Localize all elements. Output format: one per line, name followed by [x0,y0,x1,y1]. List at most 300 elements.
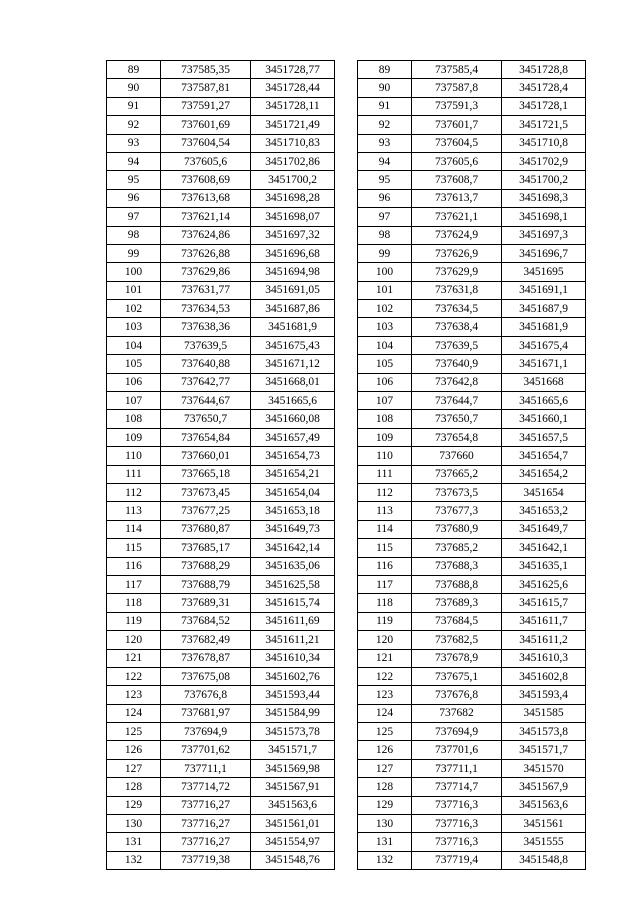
x-coordinate-cell: 737680,9 [412,520,502,538]
y-coordinate-cell: 3451554,97 [251,833,335,851]
table-row [358,612,586,630]
table-row [358,189,586,207]
point-number-cell: 96 [107,189,161,207]
x-coordinate-cell: 737681,97 [161,704,251,722]
x-coordinate-cell: 737675,08 [161,667,251,685]
point-number-cell: 132 [358,851,412,869]
table-row [358,723,586,741]
y-coordinate-cell: 3451555 [502,833,586,851]
point-number-cell: 106 [107,373,161,391]
x-coordinate-cell: 737682 [412,704,502,722]
table-row [358,483,586,501]
x-coordinate-cell: 737587,81 [161,79,251,97]
y-coordinate-cell: 3451657,49 [251,428,335,446]
point-number-cell: 102 [358,300,412,318]
x-coordinate-cell: 737701,6 [412,741,502,759]
table-row [358,410,586,428]
x-coordinate-cell: 737644,7 [412,392,502,410]
y-coordinate-cell: 3451611,7 [502,612,586,630]
point-number-cell: 92 [107,116,161,134]
y-coordinate-cell: 3451563,6 [502,796,586,814]
x-coordinate-cell: 737719,38 [161,851,251,869]
x-coordinate-cell: 737682,5 [412,631,502,649]
x-coordinate-cell: 737626,88 [161,244,251,262]
table-row [358,61,586,79]
y-coordinate-cell: 3451700,2 [251,171,335,189]
point-number-cell: 110 [107,447,161,465]
coordinates-table-left-body [107,61,335,870]
x-coordinate-cell: 737716,3 [412,833,502,851]
x-coordinate-cell: 737688,29 [161,557,251,575]
table-row [358,815,586,833]
point-number-cell: 92 [358,116,412,134]
x-coordinate-cell: 737714,72 [161,778,251,796]
x-coordinate-cell: 737591,3 [412,97,502,115]
point-number-cell: 116 [107,557,161,575]
y-coordinate-cell: 3451665,6 [251,392,335,410]
table-row [358,392,586,410]
y-coordinate-cell: 3451675,4 [502,336,586,354]
x-coordinate-cell: 737682,49 [161,631,251,649]
table-row [107,428,335,446]
table-row [358,428,586,446]
x-coordinate-cell: 737677,25 [161,502,251,520]
point-number-cell: 99 [358,244,412,262]
x-coordinate-cell: 737587,8 [412,79,502,97]
point-number-cell: 131 [107,833,161,851]
x-coordinate-cell: 737621,1 [412,208,502,226]
table-row [358,631,586,649]
x-coordinate-cell: 737650,7 [161,410,251,428]
table-row [107,134,335,152]
y-coordinate-cell: 3451573,78 [251,723,335,741]
point-number-cell: 107 [107,392,161,410]
y-coordinate-cell: 3451615,7 [502,594,586,612]
point-number-cell: 97 [107,208,161,226]
x-coordinate-cell: 737716,27 [161,796,251,814]
point-number-cell: 106 [358,373,412,391]
table-row [107,539,335,557]
table-row [358,171,586,189]
table-row [107,502,335,520]
table-row [358,134,586,152]
y-coordinate-cell: 3451668,01 [251,373,335,391]
point-number-cell: 113 [358,502,412,520]
point-number-cell: 131 [358,833,412,851]
y-coordinate-cell: 3451710,83 [251,134,335,152]
point-number-cell: 91 [358,97,412,115]
table-row [358,336,586,354]
point-number-cell: 117 [107,575,161,593]
point-number-cell: 109 [107,428,161,446]
x-coordinate-cell: 737591,27 [161,97,251,115]
point-number-cell: 116 [358,557,412,575]
point-number-cell: 120 [107,631,161,649]
table-row [358,318,586,336]
point-number-cell: 125 [107,723,161,741]
point-number-cell: 112 [107,483,161,501]
y-coordinate-cell: 3451687,86 [251,300,335,318]
point-number-cell: 95 [107,171,161,189]
y-coordinate-cell: 3451573,8 [502,723,586,741]
table-row [358,502,586,520]
y-coordinate-cell: 3451548,8 [502,851,586,869]
y-coordinate-cell: 3451610,3 [502,649,586,667]
x-coordinate-cell: 737604,54 [161,134,251,152]
point-number-cell: 90 [107,79,161,97]
point-number-cell: 121 [107,649,161,667]
x-coordinate-cell: 737604,5 [412,134,502,152]
point-number-cell: 123 [107,686,161,704]
point-number-cell: 89 [358,61,412,79]
x-coordinate-cell: 737680,87 [161,520,251,538]
point-number-cell: 117 [358,575,412,593]
y-coordinate-cell: 3451671,1 [502,355,586,373]
y-coordinate-cell: 3451728,8 [502,61,586,79]
x-coordinate-cell: 737714,7 [412,778,502,796]
x-coordinate-cell: 737678,87 [161,649,251,667]
y-coordinate-cell: 3451611,2 [502,631,586,649]
point-number-cell: 95 [358,171,412,189]
x-coordinate-cell: 737624,86 [161,226,251,244]
coordinates-table-right [357,60,586,870]
y-coordinate-cell: 3451728,1 [502,97,586,115]
point-number-cell: 101 [358,281,412,299]
x-coordinate-cell: 737716,3 [412,796,502,814]
table-row [107,318,335,336]
x-coordinate-cell: 737676,8 [161,686,251,704]
table-row [358,704,586,722]
x-coordinate-cell: 737676,8 [412,686,502,704]
point-number-cell: 103 [358,318,412,336]
y-coordinate-cell: 3451657,5 [502,428,586,446]
point-number-cell: 114 [358,520,412,538]
table-row [107,79,335,97]
table-row [358,97,586,115]
table-row [358,520,586,538]
table-row [358,355,586,373]
y-coordinate-cell: 3451567,91 [251,778,335,796]
x-coordinate-cell: 737694,9 [412,723,502,741]
y-coordinate-cell: 3451728,44 [251,79,335,97]
point-number-cell: 121 [358,649,412,667]
y-coordinate-cell: 3451728,4 [502,79,586,97]
point-number-cell: 104 [358,336,412,354]
y-coordinate-cell: 3451654 [502,483,586,501]
y-coordinate-cell: 3451635,1 [502,557,586,575]
x-coordinate-cell: 737660 [412,447,502,465]
table-row [358,208,586,226]
point-number-cell: 104 [107,336,161,354]
table-row [358,686,586,704]
x-coordinate-cell: 737665,2 [412,465,502,483]
table-row [358,373,586,391]
y-coordinate-cell: 3451625,58 [251,575,335,593]
x-coordinate-cell: 737678,9 [412,649,502,667]
point-number-cell: 128 [358,778,412,796]
y-coordinate-cell: 3451611,21 [251,631,335,649]
point-number-cell: 115 [358,539,412,557]
point-number-cell: 108 [107,410,161,428]
point-number-cell: 108 [358,410,412,428]
table-row [107,447,335,465]
y-coordinate-cell: 3451567,9 [502,778,586,796]
table-row [358,244,586,262]
table-row [358,557,586,575]
x-coordinate-cell: 737585,4 [412,61,502,79]
y-coordinate-cell: 3451668 [502,373,586,391]
point-number-cell: 124 [358,704,412,722]
y-coordinate-cell: 3451660,1 [502,410,586,428]
table-row [358,539,586,557]
x-coordinate-cell: 737716,27 [161,833,251,851]
table-row [358,649,586,667]
x-coordinate-cell: 737677,3 [412,502,502,520]
point-number-cell: 94 [358,152,412,170]
point-number-cell: 127 [358,759,412,777]
point-number-cell: 126 [107,741,161,759]
point-number-cell: 105 [107,355,161,373]
table-row [107,244,335,262]
y-coordinate-cell: 3451687,9 [502,300,586,318]
y-coordinate-cell: 3451698,07 [251,208,335,226]
x-coordinate-cell: 737629,86 [161,263,251,281]
table-row [107,392,335,410]
y-coordinate-cell: 3451569,98 [251,759,335,777]
y-coordinate-cell: 3451571,7 [502,741,586,759]
y-coordinate-cell: 3451702,9 [502,152,586,170]
x-coordinate-cell: 737631,8 [412,281,502,299]
coordinates-table-right-body [358,61,586,870]
table-row [107,649,335,667]
table-row [107,520,335,538]
x-coordinate-cell: 737642,8 [412,373,502,391]
x-coordinate-cell: 737638,36 [161,318,251,336]
point-number-cell: 93 [358,134,412,152]
y-coordinate-cell: 3451561,01 [251,815,335,833]
x-coordinate-cell: 737605,6 [161,152,251,170]
table-row [358,79,586,97]
point-number-cell: 111 [358,465,412,483]
x-coordinate-cell: 737605,6 [412,152,502,170]
y-coordinate-cell: 3451611,69 [251,612,335,630]
x-coordinate-cell: 737689,3 [412,594,502,612]
table-row [107,612,335,630]
y-coordinate-cell: 3451696,68 [251,244,335,262]
x-coordinate-cell: 737684,5 [412,612,502,630]
x-coordinate-cell: 737711,1 [412,759,502,777]
y-coordinate-cell: 3451696,7 [502,244,586,262]
y-coordinate-cell: 3451675,43 [251,336,335,354]
point-number-cell: 90 [358,79,412,97]
table-row [107,704,335,722]
y-coordinate-cell: 3451665,6 [502,392,586,410]
x-coordinate-cell: 737634,53 [161,300,251,318]
table-row [107,686,335,704]
y-coordinate-cell: 3451602,8 [502,667,586,685]
y-coordinate-cell: 3451697,32 [251,226,335,244]
y-coordinate-cell: 3451593,44 [251,686,335,704]
y-coordinate-cell: 3451660,08 [251,410,335,428]
y-coordinate-cell: 3451654,21 [251,465,335,483]
x-coordinate-cell: 737684,52 [161,612,251,630]
point-number-cell: 118 [107,594,161,612]
point-number-cell: 93 [107,134,161,152]
point-number-cell: 123 [358,686,412,704]
x-coordinate-cell: 737660,01 [161,447,251,465]
table-row [358,263,586,281]
x-coordinate-cell: 737640,9 [412,355,502,373]
y-coordinate-cell: 3451654,2 [502,465,586,483]
y-coordinate-cell: 3451698,1 [502,208,586,226]
y-coordinate-cell: 3451563,6 [251,796,335,814]
y-coordinate-cell: 3451602,76 [251,667,335,685]
y-coordinate-cell: 3451710,8 [502,134,586,152]
point-number-cell: 119 [107,612,161,630]
point-number-cell: 109 [358,428,412,446]
y-coordinate-cell: 3451695 [502,263,586,281]
point-number-cell: 120 [358,631,412,649]
point-number-cell: 101 [107,281,161,299]
table-row [107,410,335,428]
y-coordinate-cell: 3451642,14 [251,539,335,557]
x-coordinate-cell: 737626,9 [412,244,502,262]
point-number-cell: 130 [107,815,161,833]
point-number-cell: 111 [107,465,161,483]
point-number-cell: 96 [358,189,412,207]
point-number-cell: 126 [358,741,412,759]
table-row [107,465,335,483]
y-coordinate-cell: 3451697,3 [502,226,586,244]
y-coordinate-cell: 3451571,7 [251,741,335,759]
table-row [107,851,335,869]
x-coordinate-cell: 737631,77 [161,281,251,299]
table-row [107,815,335,833]
table-row [107,741,335,759]
x-coordinate-cell: 737716,27 [161,815,251,833]
table-row [358,300,586,318]
y-coordinate-cell: 3451561 [502,815,586,833]
x-coordinate-cell: 737621,14 [161,208,251,226]
point-number-cell: 98 [358,226,412,244]
point-number-cell: 103 [107,318,161,336]
table-row [107,281,335,299]
table-row [107,667,335,685]
table-row [107,116,335,134]
point-number-cell: 129 [358,796,412,814]
point-number-cell: 114 [107,520,161,538]
y-coordinate-cell: 3451698,28 [251,189,335,207]
x-coordinate-cell: 737650,7 [412,410,502,428]
table-row [107,97,335,115]
y-coordinate-cell: 3451625,6 [502,575,586,593]
y-coordinate-cell: 3451654,04 [251,483,335,501]
x-coordinate-cell: 737688,79 [161,575,251,593]
point-number-cell: 124 [107,704,161,722]
point-number-cell: 97 [358,208,412,226]
point-number-cell: 100 [107,263,161,281]
y-coordinate-cell: 3451635,06 [251,557,335,575]
x-coordinate-cell: 737711,1 [161,759,251,777]
x-coordinate-cell: 737673,5 [412,483,502,501]
table-row [358,281,586,299]
table-row [358,594,586,612]
x-coordinate-cell: 737685,17 [161,539,251,557]
y-coordinate-cell: 3451721,49 [251,116,335,134]
table-row [107,483,335,501]
x-coordinate-cell: 737640,88 [161,355,251,373]
table-row [107,226,335,244]
y-coordinate-cell: 3451610,34 [251,649,335,667]
x-coordinate-cell: 737608,7 [412,171,502,189]
x-coordinate-cell: 737694,9 [161,723,251,741]
point-number-cell: 127 [107,759,161,777]
point-number-cell: 112 [358,483,412,501]
table-row [358,575,586,593]
point-number-cell: 119 [358,612,412,630]
table-row [358,667,586,685]
x-coordinate-cell: 737654,8 [412,428,502,446]
y-coordinate-cell: 3451584,99 [251,704,335,722]
y-coordinate-cell: 3451654,7 [502,447,586,465]
y-coordinate-cell: 3451654,73 [251,447,335,465]
table-row [358,465,586,483]
x-coordinate-cell: 737624,9 [412,226,502,244]
y-coordinate-cell: 3451593,4 [502,686,586,704]
coordinates-table-left [106,60,335,870]
x-coordinate-cell: 737601,69 [161,116,251,134]
point-number-cell: 100 [358,263,412,281]
table-row [107,263,335,281]
table-row [358,152,586,170]
y-coordinate-cell: 3451642,1 [502,539,586,557]
table-row [358,116,586,134]
table-row [358,447,586,465]
x-coordinate-cell: 737716,3 [412,815,502,833]
table-row [358,796,586,814]
point-number-cell: 125 [358,723,412,741]
table-row [358,226,586,244]
point-number-cell: 129 [107,796,161,814]
x-coordinate-cell: 737719,4 [412,851,502,869]
table-row [107,631,335,649]
point-number-cell: 122 [107,667,161,685]
y-coordinate-cell: 3451694,98 [251,263,335,281]
table-row [107,152,335,170]
y-coordinate-cell: 3451653,2 [502,502,586,520]
x-coordinate-cell: 737688,8 [412,575,502,593]
y-coordinate-cell: 3451691,05 [251,281,335,299]
x-coordinate-cell: 737629,9 [412,263,502,281]
x-coordinate-cell: 737638,4 [412,318,502,336]
point-number-cell: 91 [107,97,161,115]
point-number-cell: 98 [107,226,161,244]
x-coordinate-cell: 737644,67 [161,392,251,410]
table-row [107,575,335,593]
table-row [107,723,335,741]
table-row [107,778,335,796]
y-coordinate-cell: 3451698,3 [502,189,586,207]
table-row [107,336,335,354]
y-coordinate-cell: 3451691,1 [502,281,586,299]
point-number-cell: 128 [107,778,161,796]
table-row [107,594,335,612]
y-coordinate-cell: 3451570 [502,759,586,777]
y-coordinate-cell: 3451649,73 [251,520,335,538]
table-row [358,833,586,851]
y-coordinate-cell: 3451700,2 [502,171,586,189]
x-coordinate-cell: 737639,5 [161,336,251,354]
